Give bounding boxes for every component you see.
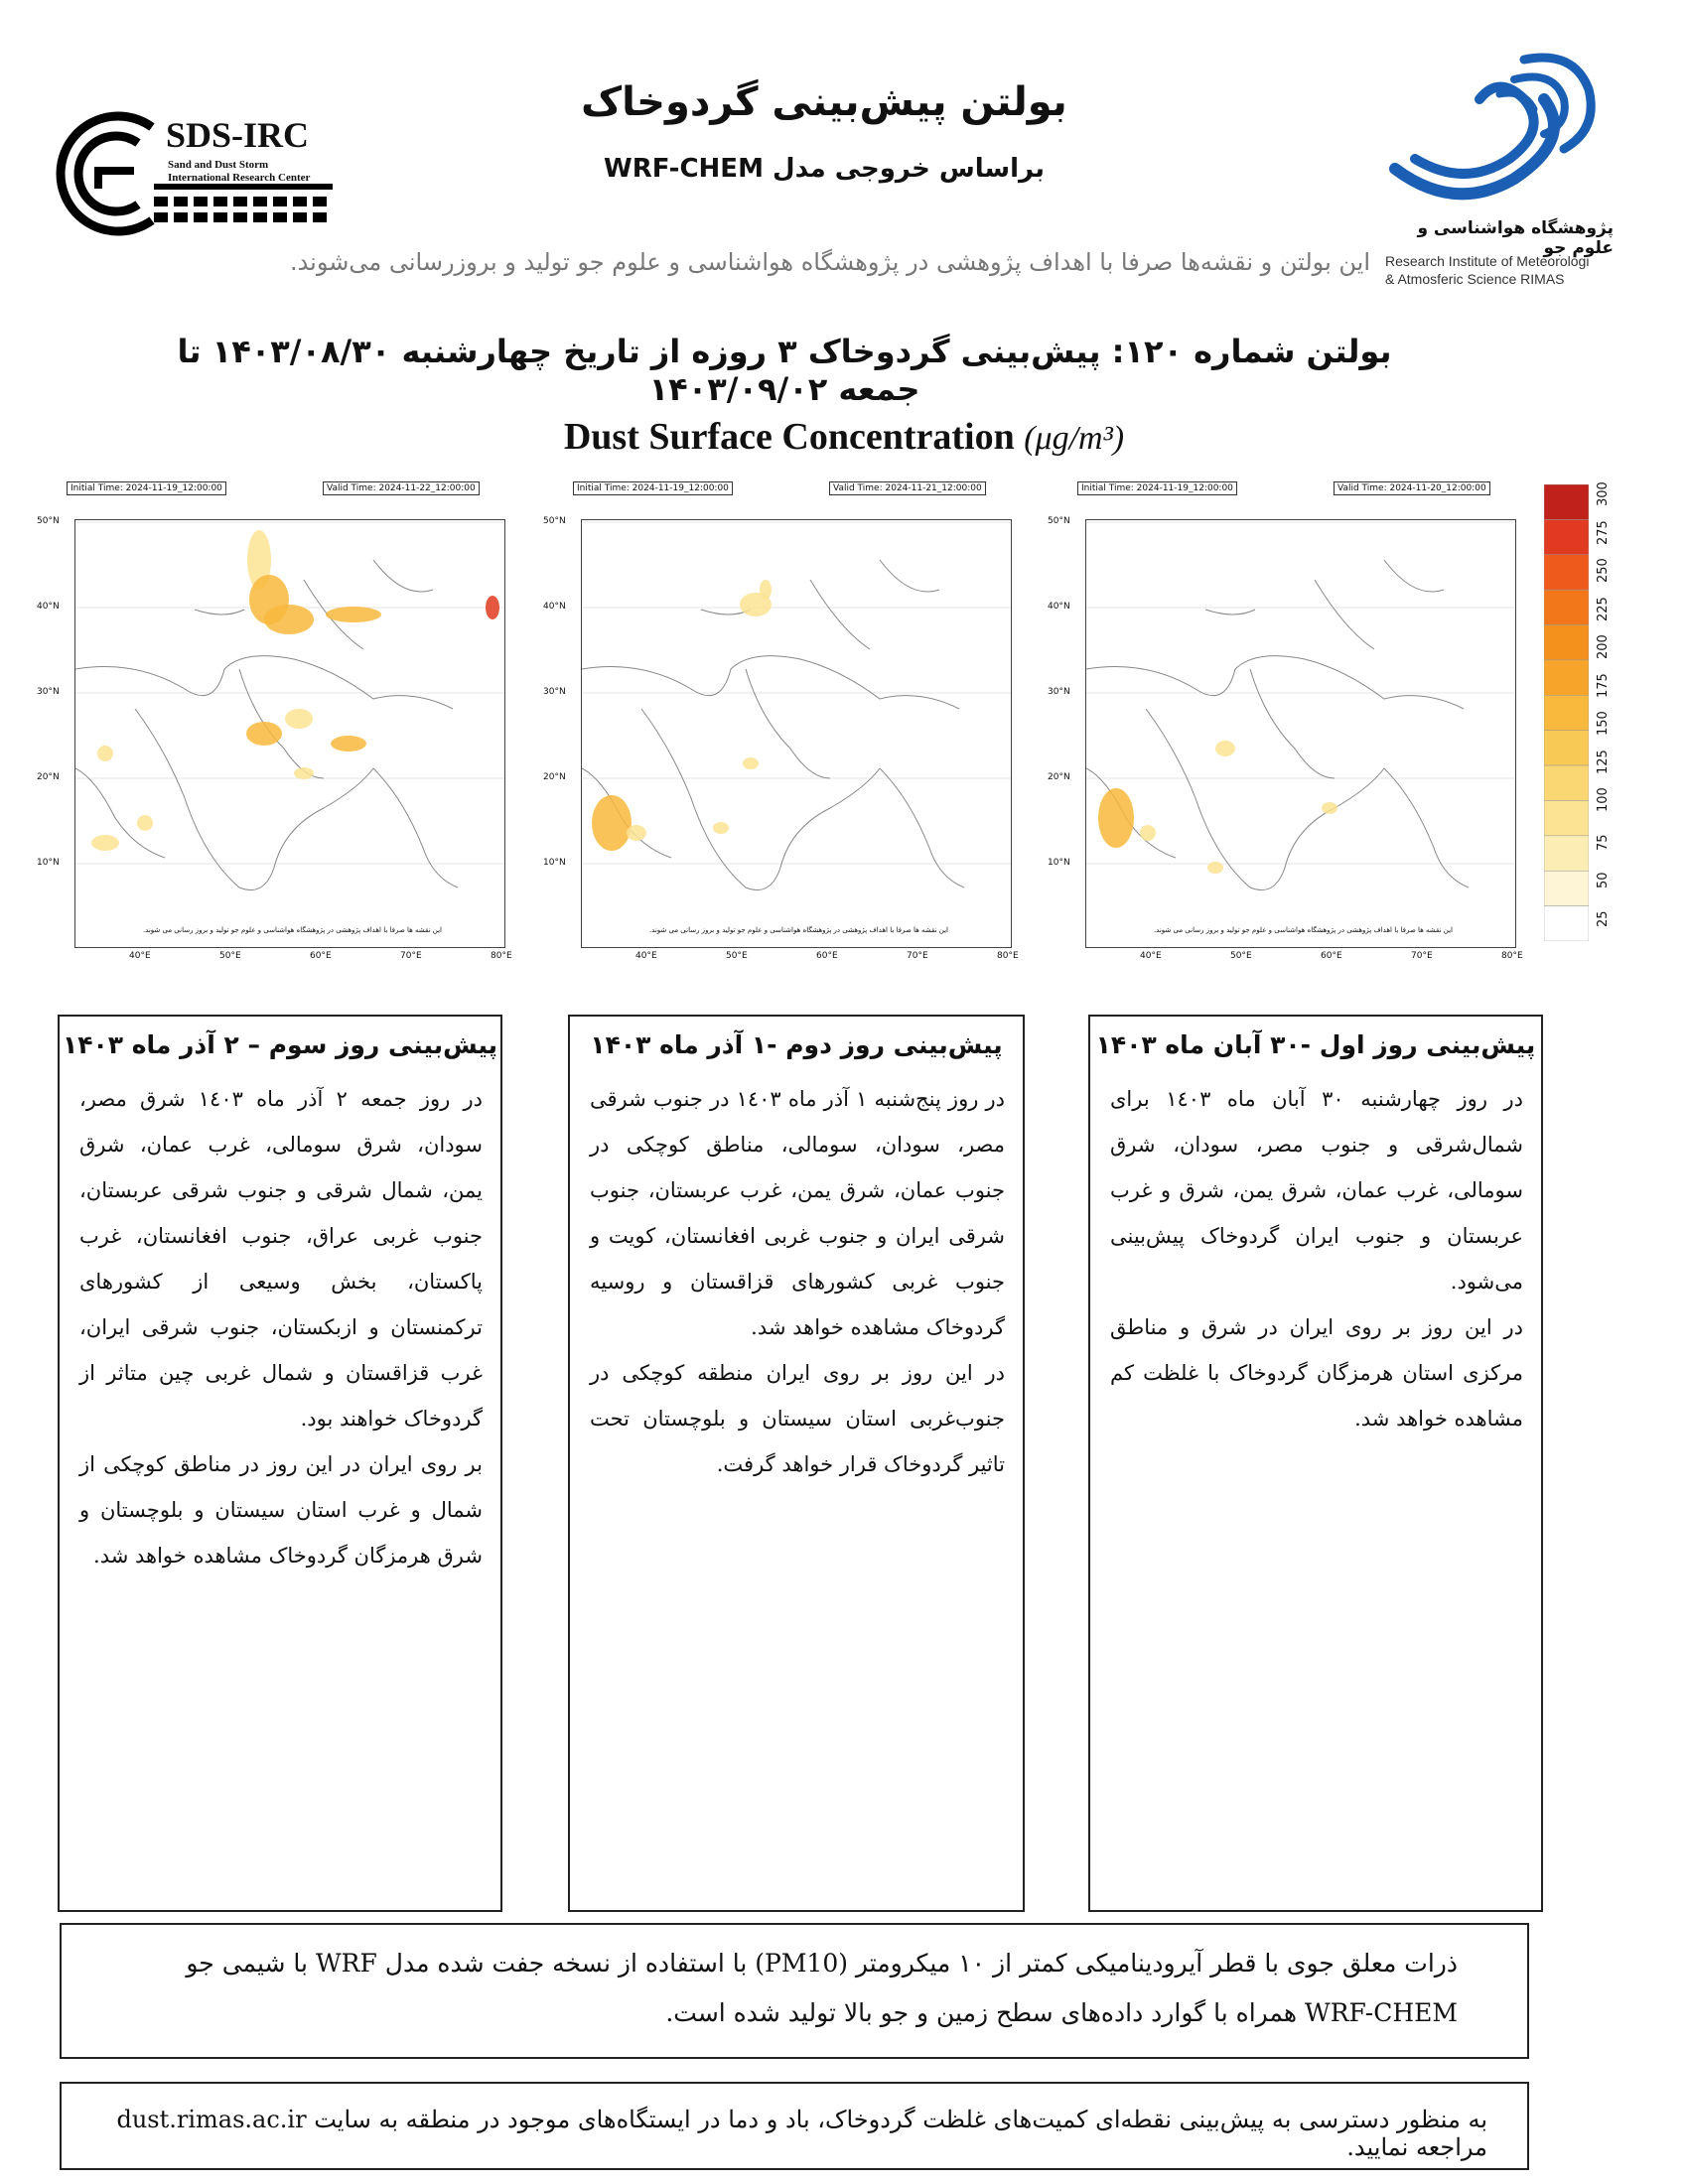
dust-patch bbox=[1207, 862, 1223, 874]
colorbar-label: 275 bbox=[1596, 519, 1611, 545]
colorbar-segment bbox=[1544, 800, 1589, 835]
latitude-label: 10°N bbox=[543, 858, 566, 868]
longitude-label: 60°E bbox=[1321, 951, 1342, 961]
map-panel bbox=[1085, 519, 1516, 948]
dust-patch bbox=[592, 795, 632, 851]
map-initial-time: Initial Time: 2024-11-19_12:00:00 bbox=[1077, 481, 1237, 495]
bulletin-subtitle: براساس خروجی مدل WRF-CHEM bbox=[604, 154, 1045, 184]
forecast-map-2 bbox=[543, 481, 1019, 978]
map-valid-time: Valid Time: 2024-11-22_12:00:00 bbox=[323, 481, 480, 495]
longitude-label: 60°E bbox=[816, 951, 838, 961]
colorbar-label: 150 bbox=[1596, 711, 1611, 737]
site-reference-text: به منظور دسترسی به پیش‌بینی نقطه‌ای کمیت‌های غلظت گردوخاک، باد و دما در ایستگاه‌های موجود در منطقه به سایت dust.rimas.ac.ir مراجعه نمایید. bbox=[116, 2106, 1487, 2161]
colorbar-label: 175 bbox=[1596, 672, 1611, 698]
longitude-label: 50°E bbox=[726, 951, 748, 961]
rimas-name-en-1: Research Institute of Meteorologi bbox=[1385, 253, 1590, 269]
dust-patch bbox=[326, 607, 381, 622]
colorbar-scale bbox=[1544, 484, 1589, 941]
disclaimer-text: این بولتن و نقشه‌ها صرفا با اهداف پژوهشی در پژوهشگاه هواشناسی و علوم جو تولید و بروزرسانی می‌شوند. bbox=[289, 248, 1370, 276]
colorbar-segment bbox=[1544, 836, 1589, 871]
longitude-label: 80°E bbox=[1501, 951, 1523, 961]
dust-patch bbox=[331, 736, 366, 751]
latitude-label: 50°N bbox=[37, 516, 60, 526]
map-graphic bbox=[1086, 520, 1515, 947]
colorbar-segment bbox=[1544, 519, 1589, 554]
longitude-label: 40°E bbox=[635, 951, 657, 961]
day1-forecast-box bbox=[1088, 1015, 1543, 1912]
model-note-text bbox=[161, 1939, 1458, 2038]
dust-patch bbox=[713, 822, 729, 834]
longitude-label: 40°E bbox=[129, 951, 151, 961]
model-note-box bbox=[60, 1923, 1529, 2059]
rimas-logo bbox=[1375, 40, 1614, 288]
map-footnote: این نقشه ها صرفا با اهداف پژوهشی در پژوهشگاه هواشناسی و علوم جو تولید و بروز رسانی می شوند. bbox=[142, 926, 442, 934]
colorbar-segment bbox=[1544, 590, 1589, 624]
day2-paragraph-1: در روز پنج‌شنبه ۱ آذر ماه ۱٤۰۳ در جنوب شرقی مصر، سودان، سومالی، مناطق کوچکی در جنوب عمان، شرق یمن، غرب عربستان، جنوب شرقی ایران و جنوب غربی افغانستان، کویت و جنوب غربی کشورهای قزاقستان و روسیه گردوخاک مشاهده خواهد شد. bbox=[590, 1087, 1005, 1339]
latitude-label: 50°N bbox=[543, 516, 566, 526]
day1-title: پیش‌بینی روز اول -۳۰ آبان ماه ۱۴۰۳ bbox=[1095, 1030, 1536, 1059]
map-title-text: Dust Surface Concentration bbox=[563, 416, 1015, 458]
dust-patch bbox=[627, 825, 646, 841]
longitude-label: 70°E bbox=[1411, 951, 1433, 961]
sds-irc-logo bbox=[35, 109, 343, 238]
model-note-line-1: ذرات معلق جوی با قطر آیرودینامیکی کمتر از ۱۰ میکرومتر (PM10) با استفاده از نسخه جفت شده مدل WRF با شیمی جو bbox=[186, 1949, 1458, 1978]
map-title-unit: (μg/m³) bbox=[1024, 420, 1125, 457]
dust-patch bbox=[1098, 788, 1134, 848]
longitude-label: 70°E bbox=[400, 951, 422, 961]
day2-text bbox=[590, 1076, 1005, 1487]
forecast-map-1 bbox=[37, 481, 512, 978]
colorbar-label: 75 bbox=[1596, 834, 1611, 851]
dust-patch bbox=[246, 722, 282, 746]
dust-patch bbox=[760, 580, 772, 600]
day3-text bbox=[79, 1076, 483, 1578]
rimas-name-fa: پژوهشگاه هواشناسی و علوم جو bbox=[1417, 218, 1614, 258]
colorbar-segment bbox=[1544, 660, 1589, 695]
colorbar-segment bbox=[1544, 555, 1589, 590]
longitude-label: 40°E bbox=[1140, 951, 1162, 961]
colorbar-segment bbox=[1544, 731, 1589, 765]
bulletin-number-line: بولتن شماره ۱۲۰: پیش‌بینی گردوخاک ۳ روزه از تاریخ چهارشنبه ۱۴۰۳/۰۸/۳۰ تا جمعه ۱۴۰۳/۰۹/۰۲ bbox=[177, 333, 1392, 408]
dust-patch bbox=[285, 709, 313, 729]
colorbar-segment bbox=[1544, 625, 1589, 660]
map-footnote: این نقشه ها صرفا با اهداف پژوهشی در پژوهشگاه هواشناسی و علوم جو تولید و بروز رسانی می شوند. bbox=[648, 926, 948, 934]
sds-irc-sub2: International Research Center bbox=[168, 172, 311, 184]
map-valid-time: Valid Time: 2024-11-21_12:00:00 bbox=[829, 481, 986, 495]
day2-paragraph-2: در این روز بر روی ایران منطقه کوچکی در جنوب‌غربی استان سیستان و بلوچستان تحت تاثیر گردوخاک قرار خواهد گرفت. bbox=[590, 1361, 1005, 1476]
day3-paragraph-2: بر روی ایران در این روز در مناطق کوچکی از شمال و غرب استان سیستان و بلوچستان و شرق هرمزگان گردوخاک مشاهده خواهد شد. bbox=[79, 1452, 483, 1568]
day3-paragraph-1: در روز جمعه ۲ آذر ماه ۱٤۰۳ شرق مصر، سودان، شرق سومالی، غرب عمان، شرق یمن، شمال شرقی و جنوب شرقی عربستان، جنوب غربی عراق، جنوب افغانستان، غرب پاکستان، بخش وسیعی از کشورهای ترکمنستان و ازبکستان، جنوب شرقی ایران، غرب قزاقستان و شمال غربی چین متاثر از گردوخاک خواهند بود. bbox=[79, 1087, 483, 1431]
map-initial-time: Initial Time: 2024-11-19_12:00:00 bbox=[573, 481, 733, 495]
latitude-label: 40°N bbox=[543, 602, 566, 612]
dust-patch bbox=[97, 746, 113, 761]
dust-patch bbox=[294, 767, 314, 779]
colorbar-label: 300 bbox=[1596, 481, 1611, 506]
latitude-label: 20°N bbox=[37, 772, 60, 782]
dust-patch bbox=[91, 835, 119, 851]
map-graphic bbox=[75, 520, 504, 947]
colorbar-segment bbox=[1544, 484, 1589, 519]
colorbar-label: 100 bbox=[1596, 787, 1611, 813]
latitude-label: 30°N bbox=[543, 687, 566, 697]
longitude-label: 80°E bbox=[491, 951, 512, 961]
site-reference-box bbox=[60, 2082, 1529, 2170]
day3-title: پیش‌بینی روز سوم – ۲ آذر ماه ۱۴۰۳ bbox=[62, 1030, 498, 1059]
latitude-label: 40°N bbox=[37, 602, 60, 612]
latitude-label: 30°N bbox=[1048, 687, 1070, 697]
colorbar-segment bbox=[1544, 695, 1589, 730]
map-panel bbox=[581, 519, 1012, 948]
latitude-label: 10°N bbox=[1048, 858, 1070, 868]
map-graphic bbox=[582, 520, 1011, 947]
longitude-label: 60°E bbox=[310, 951, 332, 961]
colorbar-label: 25 bbox=[1596, 910, 1611, 927]
dust-patch bbox=[137, 815, 153, 831]
day3-forecast-box bbox=[58, 1015, 502, 1912]
sds-irc-title: SDS-IRC bbox=[166, 115, 310, 155]
day1-paragraph-1: در روز چهارشنبه ۳۰ آبان ماه ۱٤۰۳ برای شمال‌شرقی و جنوب مصر، سودان، شرق سومالی، غرب عمان، شرق یمن، شرق و غرب عربستان و جنوب ایران گردوخاک پیش‌بینی می‌شود. bbox=[1110, 1087, 1523, 1294]
dust-patch bbox=[743, 757, 759, 769]
longitude-label: 50°E bbox=[219, 951, 241, 961]
day2-forecast-box bbox=[568, 1015, 1025, 1912]
concentration-colorbar bbox=[1544, 481, 1611, 941]
dust-patch bbox=[264, 605, 314, 634]
day1-paragraph-2: در این روز بر روی ایران در شرق و مناطق مرکزی استان هرمزگان گردوخاک با غلظت کم مشاهده خواهد شد. bbox=[1110, 1315, 1523, 1431]
colorbar-segment bbox=[1544, 906, 1589, 941]
map-panel bbox=[74, 519, 505, 948]
dust-patch bbox=[1322, 802, 1337, 814]
longitude-label: 70°E bbox=[907, 951, 928, 961]
day2-title: پیش‌بینی روز دوم -۱ آذر ماه ۱۴۰۳ bbox=[590, 1030, 1003, 1059]
map-section-title bbox=[417, 415, 1271, 459]
latitude-label: 20°N bbox=[1048, 772, 1070, 782]
map-initial-time: Initial Time: 2024-11-19_12:00:00 bbox=[67, 481, 226, 495]
rimas-swirl-icon bbox=[1375, 40, 1614, 218]
map-footnote: این نقشه ها صرفا با اهداف پژوهشی در پژوهشگاه هواشناسی و علوم جو تولید و بروز رسانی می شوند. bbox=[1153, 926, 1453, 934]
latitude-label: 10°N bbox=[37, 858, 60, 868]
dust-patch bbox=[1140, 825, 1156, 841]
latitude-label: 20°N bbox=[543, 772, 566, 782]
longitude-label: 80°E bbox=[997, 951, 1019, 961]
day1-text bbox=[1110, 1076, 1523, 1441]
latitude-label: 40°N bbox=[1048, 602, 1070, 612]
country-borders bbox=[1086, 560, 1469, 890]
latitude-label: 30°N bbox=[37, 687, 60, 697]
sds-irc-sub1: Sand and Dust Storm bbox=[168, 159, 269, 171]
latitude-label: 50°N bbox=[1048, 516, 1070, 526]
model-note-line-2: WRF-CHEM همراه با گوارد داده‌های سطح زمین و جو بالا تولید شده است. bbox=[665, 1998, 1458, 2027]
rimas-name-en-2: & Atmosferic Science RIMAS bbox=[1385, 271, 1565, 287]
colorbar-segment bbox=[1544, 765, 1589, 800]
map-valid-time: Valid Time: 2024-11-20_12:00:00 bbox=[1334, 481, 1490, 495]
colorbar-label: 125 bbox=[1596, 749, 1611, 774]
colorbar-segment bbox=[1544, 871, 1589, 905]
colorbar-label: 50 bbox=[1596, 872, 1611, 889]
colorbar-label: 200 bbox=[1596, 634, 1611, 660]
forecast-map-3 bbox=[1048, 481, 1523, 978]
colorbar-label: 250 bbox=[1596, 558, 1611, 584]
bulletin-title: بولتن پیش‌بینی گردوخاک bbox=[581, 79, 1067, 125]
sds-irc-subtitle bbox=[168, 159, 310, 185]
dust-patch bbox=[1215, 741, 1235, 756]
longitude-label: 50°E bbox=[1230, 951, 1252, 961]
dust-patch bbox=[486, 596, 499, 619]
colorbar-label: 225 bbox=[1596, 596, 1611, 621]
